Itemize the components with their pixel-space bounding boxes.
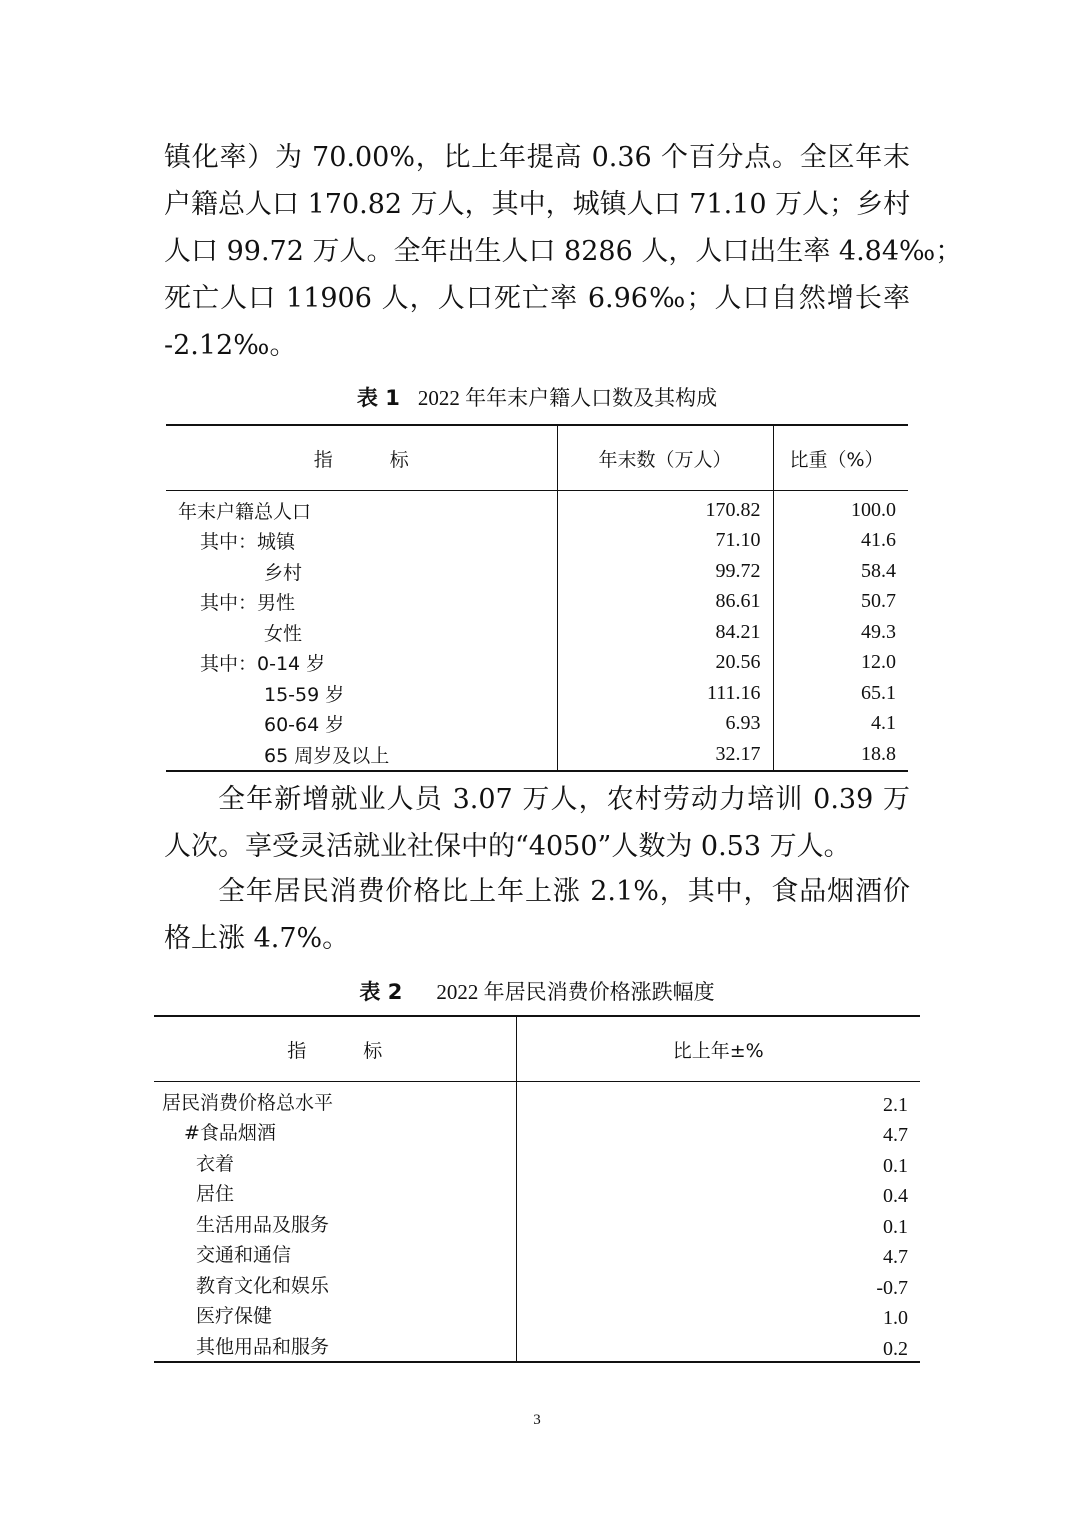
table-row [166,491,908,526]
row-value: -0.7 [876,1276,908,1299]
row-label: 女性 [166,617,557,648]
paragraph-line: 户籍总人口 170.82 万人，其中，城镇人口 71.10 万人；乡村 [164,189,911,220]
table2-caption-title: 2022 年居民消费价格涨跌幅度 [436,980,715,1004]
table1-caption [0,382,1074,412]
table-row [166,678,908,709]
row-value: 4.7 [883,1124,908,1146]
paragraph-line: 人口 99.72 万人。全年出生人口 8286 人，人口出生率 4.84‰； [164,236,963,267]
row-label: 居住 [154,1178,516,1209]
table-row [154,1208,920,1239]
row-label: 生活用品及服务 [154,1208,516,1239]
column-header-change: 比上年±% [516,1016,920,1082]
row-label: 65 周岁及以上 [166,739,557,771]
row-value: 2.1 [883,1093,908,1116]
page-number: 3 [533,1412,541,1428]
paragraph-line: 死亡人口 11906 人，人口死亡率 6.96‰；人口自然增长率 [164,283,910,314]
row-share: 4.1 [871,712,896,735]
paragraph-line: 镇化率）为 70.00%，比上年提高 0.36 个百分点。全区年末 [164,142,910,173]
row-label: 其中：男性 [166,587,557,618]
row-value: 32.17 [557,739,773,771]
table-row [154,1178,920,1209]
row-label: 居民消费价格总水平 [154,1082,516,1117]
row-share: 12.0 [861,651,896,674]
table-row [154,1300,920,1331]
row-share: 41.6 [861,529,896,552]
paragraph-line: 全年居民消费价格比上年上涨 2.1%，其中，食品烟酒价 [218,876,910,907]
row-label: 教育文化和娱乐 [154,1269,516,1300]
table-row [154,1147,920,1178]
row-label: 15-59 岁 [166,678,557,709]
column-header-share: 比重（%） [773,425,908,491]
paragraph-employment [164,776,910,870]
column-header-value: 年末数（万人） [557,425,773,491]
row-value: 71.10 [557,526,773,557]
row-value: 0.1 [883,1154,908,1177]
row-value: 6.93 [557,709,773,740]
row-value: 111.16 [557,678,773,709]
table2-caption [0,976,1074,1006]
row-label: 年末户籍总人口 [166,491,557,526]
row-label: 医疗保健 [154,1300,516,1331]
row-label: 交通和通信 [154,1239,516,1270]
table1-caption-title: 2022 年年末户籍人口数及其构成 [417,386,718,410]
table-header-row [166,425,908,491]
table-row [166,709,908,740]
table-header-row [154,1016,920,1082]
paragraph-population [164,134,963,369]
table2-caption-label: 表 2 [359,980,403,1004]
table-row [166,587,908,618]
table-row [166,648,908,679]
table-row [154,1269,920,1300]
table-row [166,617,908,648]
row-value: 170.82 [557,491,773,526]
row-label: 衣着 [154,1147,516,1178]
table-cpi [154,1015,920,1363]
paragraph-cpi [164,868,910,962]
row-share: 58.4 [861,559,896,582]
row-value: 84.21 [557,617,773,648]
paragraph-line: -2.12‰。 [164,330,297,361]
paragraph-line: 全年新增就业人员 3.07 万人，农村劳动力培训 0.39 万 [218,784,910,815]
table-row [154,1082,920,1117]
row-share: 65.1 [861,681,896,704]
column-header-indicator: 指 标 [166,425,557,491]
row-label: 其他用品和服务 [154,1330,516,1362]
row-value: 86.61 [557,587,773,618]
row-share: 50.7 [861,590,896,613]
row-share: 18.8 [773,739,908,771]
row-value: 0.2 [516,1330,920,1362]
row-label: #食品烟酒 [154,1117,516,1148]
table-row [154,1117,920,1148]
table-row [166,739,908,771]
row-share: 100.0 [851,498,896,521]
table-row [166,526,908,557]
column-header-indicator: 指 标 [154,1016,516,1082]
row-value: 4.7 [883,1246,908,1268]
paragraph-line: 格上涨 4.7%。 [164,923,350,954]
table-row [154,1239,920,1270]
row-value: 99.72 [557,556,773,587]
row-label: 其中：城镇 [166,526,557,557]
row-label: 60-64 岁 [166,709,557,740]
table1-caption-label: 表 1 [356,386,400,410]
row-share: 49.3 [861,620,896,643]
table-row [166,556,908,587]
row-value: 1.0 [883,1307,908,1329]
row-value: 0.1 [883,1215,908,1238]
table-population [166,424,908,772]
row-label: 其中：0-14 岁 [166,648,557,679]
row-value: 0.4 [883,1185,908,1207]
paragraph-line: 人次。享受灵活就业社保中的“4050”人数为 0.53 万人。 [164,831,851,862]
table-row [154,1330,920,1362]
row-label: 乡村 [166,556,557,587]
row-value: 20.56 [557,648,773,679]
